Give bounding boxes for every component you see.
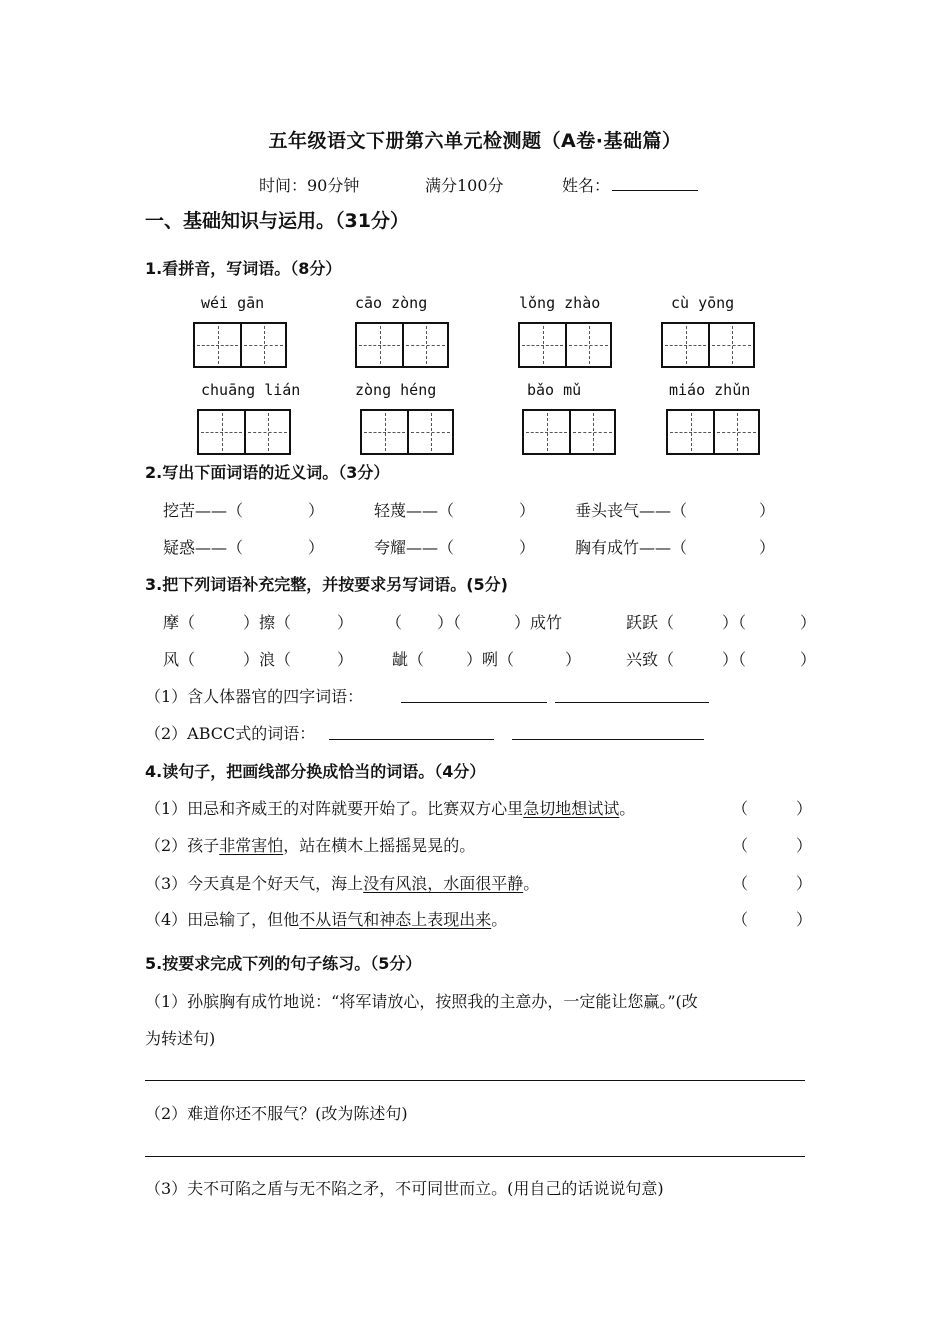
- idiom-fragment: ）（: [722, 613, 747, 632]
- pinyin-label: wéi gān: [201, 294, 265, 312]
- answer-paren-open[interactable]: （: [732, 910, 749, 929]
- answer-paren[interactable]: ）: [759, 538, 776, 557]
- writing-grid[interactable]: [197, 409, 291, 455]
- writing-grid[interactable]: [666, 409, 760, 455]
- synonym-prompt: 胸有成竹——（: [575, 538, 688, 557]
- q2-heading: 2.写出下面词语的近义词。（3分）: [145, 463, 390, 482]
- q5-item1: （1）孙膑胸有成竹地说：“将军请放心，按照我的主意办，一定能让您赢。”(改: [145, 992, 698, 1011]
- time-label: 时间：90分钟: [259, 176, 360, 195]
- idiom-fragment: 兴致（: [626, 650, 675, 669]
- q5-item3: （3）夫不可陷之盾与无不陷之矛，不可同世而立。(用自己的话说说句意): [145, 1179, 664, 1198]
- pinyin-label: bǎo mǔ: [527, 381, 582, 399]
- q5-item1-cont: 为转述句): [145, 1029, 216, 1048]
- idiom-fragment: ）: [800, 650, 817, 669]
- synonym-prompt: 轻蔑——（: [374, 501, 455, 520]
- sentence-text: 。: [491, 910, 508, 929]
- answer-paren[interactable]: ）: [759, 501, 776, 520]
- answer-paren-close[interactable]: ）: [796, 799, 813, 818]
- idiom-fragment: 风（: [163, 650, 196, 669]
- idiom-fragment: ）浪（: [243, 650, 292, 669]
- idiom-fragment: ）咧（: [466, 650, 515, 669]
- synonym-prompt: 垂头丧气——（: [575, 501, 688, 520]
- pinyin-label: lǒng zhào: [519, 294, 601, 312]
- idiom-fragment: ）: [337, 650, 354, 669]
- idiom-fragment: ）: [565, 650, 582, 669]
- answer-paren-close[interactable]: ）: [796, 874, 813, 893]
- writing-grid[interactable]: [518, 322, 612, 368]
- sentence-item: [145, 833, 475, 856]
- idiom-fragment: 摩（: [163, 613, 196, 632]
- q1-heading: 1.看拼音，写词语。（8分）: [145, 259, 342, 278]
- sentence-item: [145, 796, 635, 819]
- synonym-prompt: 疑惑——（: [163, 538, 244, 557]
- sentence-text: ，站在横木上摇摇晃晃的。: [283, 836, 476, 855]
- sentence-item: [145, 907, 507, 930]
- answer-paren[interactable]: ）: [308, 501, 325, 520]
- idiom-fragment: ）: [337, 613, 354, 632]
- answer-paren-open[interactable]: （: [732, 799, 749, 818]
- sentence-text: （4）田忌输了，但他: [145, 910, 300, 929]
- answer-paren-close[interactable]: ）: [796, 910, 813, 929]
- answer-line[interactable]: [401, 702, 547, 703]
- idiom-fragment: （: [386, 613, 403, 632]
- idiom-fragment: 龇（: [392, 650, 425, 669]
- pinyin-label: chuāng lián: [201, 381, 301, 399]
- answer-paren[interactable]: ）: [519, 538, 536, 557]
- writing-grid[interactable]: [355, 322, 449, 368]
- q3-sub1: （1）含人体器官的四字词语：: [145, 687, 364, 706]
- pinyin-label: cāo zòng: [355, 294, 428, 312]
- q3-heading: 3.把下列词语补充完整，并按要求另写词语。(5分): [145, 575, 508, 594]
- synonym-prompt: 挖苦——（: [163, 501, 244, 520]
- sentence-text: 。: [619, 799, 636, 818]
- answer-line[interactable]: [555, 702, 709, 703]
- answer-line[interactable]: [329, 739, 494, 740]
- idiom-fragment: ）成竹: [514, 613, 563, 632]
- idiom-fragment: ）（: [437, 613, 462, 632]
- sentence-text: （2）孩子: [145, 836, 220, 855]
- sentence-text: 。: [523, 874, 540, 893]
- writing-grid[interactable]: [193, 322, 287, 368]
- name-blank[interactable]: [612, 176, 698, 191]
- section-heading: 一、基础知识与运用。（31分）: [145, 210, 409, 232]
- writing-grid[interactable]: [522, 409, 616, 455]
- writing-grid[interactable]: [360, 409, 454, 455]
- underlined-phrase: 急切地想试试: [523, 799, 620, 818]
- sentence-item: [145, 871, 539, 894]
- answer-paren[interactable]: ）: [308, 538, 325, 557]
- page-title: 五年级语文下册第六单元检测题（A卷·基础篇）: [268, 130, 682, 152]
- name-field[interactable]: [562, 173, 698, 196]
- idiom-fragment: ）擦（: [243, 613, 292, 632]
- answer-paren-open[interactable]: （: [732, 874, 749, 893]
- idiom-fragment: ）（: [722, 650, 747, 669]
- answer-line[interactable]: [145, 1080, 805, 1081]
- answer-paren-open[interactable]: （: [732, 836, 749, 855]
- underlined-phrase: 非常害怕: [219, 836, 284, 855]
- idiom-fragment: ）: [800, 613, 817, 632]
- underlined-phrase: 不从语气和神态上表现出来: [299, 910, 492, 929]
- q5-item2: （2）难道你还不服气？(改为陈述句): [145, 1104, 408, 1123]
- synonym-prompt: 夸耀——（: [374, 538, 455, 557]
- pinyin-label: cù yōng: [671, 294, 735, 312]
- name-label: 姓名：: [562, 176, 611, 195]
- q5-heading: 5.按要求完成下列的句子练习。（5分）: [145, 954, 422, 973]
- answer-paren[interactable]: ）: [519, 501, 536, 520]
- answer-line[interactable]: [512, 739, 704, 740]
- sentence-text: （3）今天真是个好天气，海上: [145, 874, 364, 893]
- q4-heading: 4.读句子，把画线部分换成恰当的词语。（4分）: [145, 762, 486, 781]
- underlined-phrase: 没有风浪，水面很平静: [363, 874, 524, 893]
- idiom-fragment: 跃跃（: [626, 613, 675, 632]
- answer-paren-close[interactable]: ）: [796, 836, 813, 855]
- answer-line[interactable]: [145, 1156, 805, 1157]
- score-label: 满分100分: [425, 176, 504, 195]
- writing-grid[interactable]: [661, 322, 755, 368]
- q3-sub2: （2）ABCC式的词语：: [145, 724, 316, 743]
- pinyin-label: miáo zhǔn: [669, 381, 751, 399]
- pinyin-label: zòng héng: [355, 381, 437, 399]
- sentence-text: （1）田忌和齐威王的对阵就要开始了。比赛双方心里: [145, 799, 524, 818]
